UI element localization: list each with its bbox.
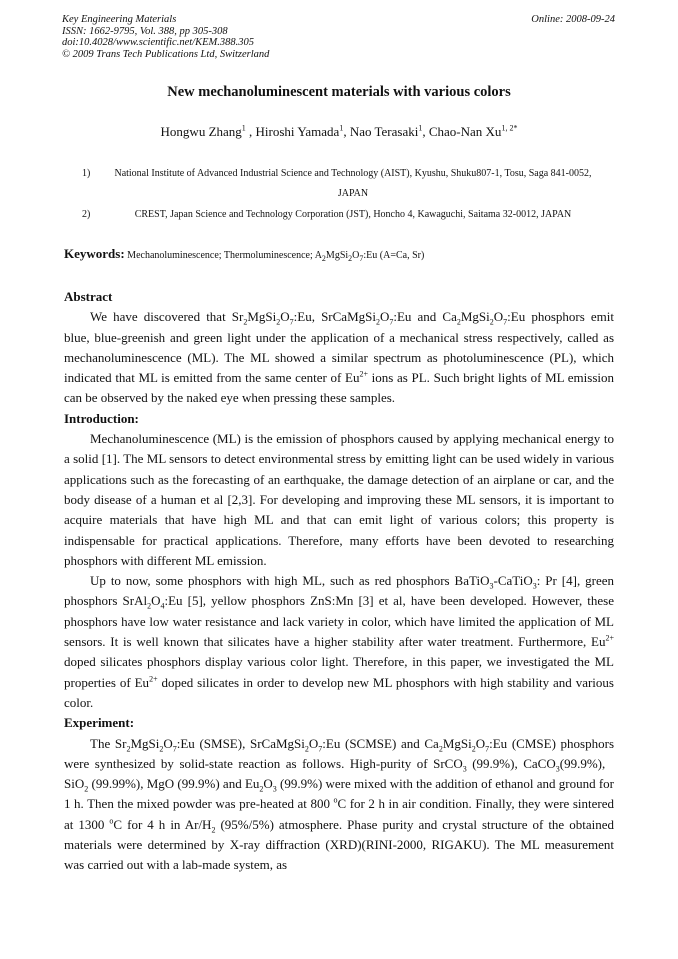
author-affiliation-mark: 1 <box>241 123 246 133</box>
doi-line: doi:10.4028/www.scientific.net/KEM.388.305 <box>62 37 254 48</box>
issn-line: ISSN: 1662-9795, Vol. 388, pp 305-308 <box>62 25 228 37</box>
author-affiliation-mark: 1 <box>339 123 344 133</box>
affiliation-number: 1) <box>82 168 91 179</box>
online-date: Online: 2008-09-24 <box>531 14 615 25</box>
copyright-line: © 2009 Trans Tech Publications Ltd, Switzerland <box>62 48 270 60</box>
affiliation-text: National Institute of Advanced Industrial Science and Technology (AIST), Kyushu, Shuku807-1, Tosu, Saga 841-0052, JAPAN <box>114 168 592 199</box>
affiliation-2 <box>82 205 602 225</box>
section-heading: Abstract <box>64 289 113 304</box>
author-affiliation-mark: 1, 2* <box>501 123 518 133</box>
paper-title: New mechanoluminescent materials with various colors <box>167 84 511 100</box>
author-name: Chao-Nan Xu <box>428 124 502 139</box>
paragraph: We have discovered that $Sr_2MgSi_2O_7:Eu$, $SrCaMgSi_2O_7:Eu$ and $Ca_2MgSi_2O_7:Eu$ phosphors emit blue, blue-greenish and green light under the application of a mechanical stress respectively, called as mechanoluminescence (ML). The ML showed a similar spectrum as photoluminescence (PL), which indicated that ML is emitted from the same center of $Eu^{2+}$ ions as PL. Such bright lights of ML emission can be observed by the naked eye when pressing these samples. <box>64 309 615 406</box>
section-heading: Experiment: <box>64 715 135 731</box>
author-list: Hongwu Zhang$^1$ , Hiroshi Yamada$^1$, Nao Terasaki$^1$, Chao-Nan $Xu^{1, 2*}$ <box>160 123 518 139</box>
affiliation-number: 2) <box>82 209 91 220</box>
paper-body <box>64 287 614 876</box>
author-affiliation-mark: 1 <box>418 123 423 133</box>
paragraph: Up to now, some phosphors with high ML, such as red phosphors BaTiO$_3$-CaTiO$_3$: Pr [4], green phosphors $SrAl_2O_4:Eu$ [5], yellow phosphors ZnS:Mn [3] et al, have been developed. However, these phosphors have low water resistance and lack variety in color, which have limited the application of ML sensors. It is well known that silicates have a higher stability after water treatment. Furthermore, $Eu^{2+}$ doped silicates phosphors display various color light. Therefore, in this paper, we investigated the ML properties of $Eu^{2+}$ doped silicates in order to develop new ML phosphors with high stability and various color. <box>64 573 614 710</box>
affiliation-1 <box>82 164 602 204</box>
paragraph: Mechanoluminescence (ML) is the emission of phosphors caused by applying mechanical energy to a solid [1]. The ML sensors to detect environmental stress by emitting light can be used widely in various applications such as the forecasting of an earthquake, the damage detection of an airplane or car, and the body disease of a human et al [2,3]. For developing and improving these ML sensors, it is important to acquire materials that have high ML and that can emit light of various colors; this property is indispensable for practical applications. Therefore, many efforts have been devoted to researching phosphors with different ML emission. <box>64 431 614 568</box>
journal-name: Key Engineering Materials <box>62 14 177 25</box>
author-name: Nao Terasaki <box>349 124 419 139</box>
keywords-line <box>64 246 616 262</box>
keywords-text: Mechanoluminescence; Thermoluminescence; $A_2MgSi_2O_7:Eu$ (A=Ca, Sr) <box>124 250 425 263</box>
author-name: Hiroshi Yamada <box>255 124 340 139</box>
author-name: Hongwu Zhang <box>160 124 242 139</box>
affiliation-text: CREST, Japan Science and Technology Corporation (JST), Honcho 4, Kawaguchi, Saitama 32-0012, JAPAN <box>134 209 572 220</box>
section-heading: Introduction: <box>64 410 139 426</box>
journal-header <box>62 14 615 60</box>
keywords-label: Keywords: <box>64 246 125 261</box>
paragraph: The $Sr_2MgSi_2O_7:Eu$ (SMSE), $SrCaMgSi_2O_7:Eu$ (SCMSE) and $Ca_2MgSi_2O_7:Eu$ (CMSE) phosphors were synthesized by solid-state reaction as follows. High-purity of SrCO$_3$ (99.9%), CaCO$_3$(99.9%), SiO$_2$ (99.99%), MgO (99.9%) and $Eu_2O_3$ (99.9%) were mixed with the addition of ethanol and ground for 1 h. Then the mixed powder was pre-heated at 800 $^o$C for 2 h in air condition. Finally, they were sintered at 1300 $^o$C for 4 h in $Ar/H_2$ (95%/5%) atmosphere. Phase purity and crystal structure of the obtained materials were determined by X-ray diffraction (XRD)(RINI-2000, RIGAKU). The ML measurement was carried out with a lab-made system, as <box>64 735 615 873</box>
